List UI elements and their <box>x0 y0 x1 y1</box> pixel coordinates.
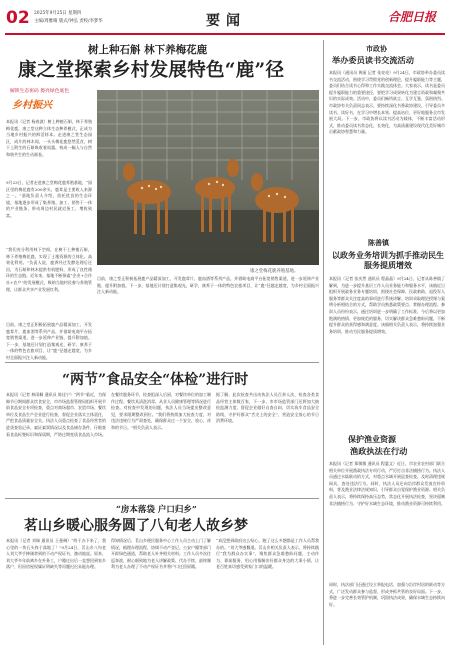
rt-body: 本报讯（通讯员 黄丽 记者 张亮亮）9月24日，市政协举办委员读书交流活动，围绕学习贯彻党的创新理论、提升履职能力等主题，委员们结合读书心得和工作实践交流体会。大家表示，读书是委员提升履职能力的重要途径，要把学习成果转化为建言资政和凝聚共识的实际成效。活动中，委员们畅所欲言、互学互鉴，氛围热烈。市政协有关负责同志表示，要持续深化书香政协建设，引导委员多读书、读好书，在学习中增长本领、提高站位，更好地服务全市发展大局。下一步，市政协将以读书活动为载体，不断丰富活动形式，推动委员读书常态化、长效化，为高质量建设现代化美好城市贡献政协智慧和力量。 <box>329 70 445 135</box>
rb-headline: 渔政执法在行动 <box>350 446 408 456</box>
rb-body: 本报讯（记者 郑敏敏 通讯员 程惠文）近日，市农业农村部门联合相关单位开展渔政执法专项行动，严厉打击非法捕捞行为。执法人员通过水陆联动的方式，对重点水域开展巡查检查，及时清理违规网具，查处违法行为。同时，执法人员还向沿岸群众发放宣传资料，普及渔业法律法规知识，引导群众自觉保护渔业资源。相关负责人表示，将持续保持高压态势，常态化开展执法检查，坚决遏制非法捕捞行为，守护好水域生态环境，推动渔业资源可持续利用。 <box>329 461 445 506</box>
food-col-3: 据了解，此次检查共出动执法人员百余人次，检查各类食品经营主体数百家，下一步，市市场监管部门还将加大抽检监测力度，督促企业做好自查自纠，切实筑牢食品安全防线，守护好群众“舌尖上的安全”，营造安全放心的节日消费环境。 <box>216 392 319 424</box>
section-separator-2 <box>5 498 319 499</box>
rb-kicker: 保护渔业资源 <box>348 434 396 444</box>
lead-para-4: 目前，康之堂正积极拓展鹿产品精深加工，开发鹿茸片、鹿血酒等系列产品，并借助电商平台拓宽销售渠道，进一步延伸产业链、提升附加值。下一步，基地还计划打造集观光、研学、康养于一体的特色农旅项目，让“鹿”径越走越宽，为乡村全面振兴注入新动能。 <box>6 322 92 360</box>
masthead <box>0 0 450 40</box>
lead-kicker: 树上种石斛 林下养梅花鹿 <box>88 44 208 56</box>
food-headline: “两节”食品安全“体检”进行时 <box>62 372 249 388</box>
rt-headline: 举办委员读书交流活动 <box>332 55 414 65</box>
rb-body-2: 同时，执法部门还通过设立举报电话、加强与沿岸村居的联动等方式，广泛发动群众参与监督，形成齐抓共管的良好局面。下一步，将进一步完善长效管护机制，巩固执法成果，确保水域生态持续向好。 <box>329 582 445 607</box>
photo-caption: 康之堂梅花鹿养殖基地。 <box>250 269 299 274</box>
rt-kicker: 市政协 <box>366 44 387 53</box>
elderly-col-2: 得知情况后，茗山乡便民服务中心工作人员主动上门了解情况，梳理办理流程，协调不动产登记、公安户籍等部门开辟绿色通道，帮助老人补齐相关材料。工作人员多次往返奔波，耐心细致地为老人讲解政策、代办手续，最终顺利为老人办理了不动产权证书并将户口迁回原籍。 <box>111 538 211 570</box>
lead-para-1: 本报讯（记者 杨春波）树上种植石斛，林下养殖梅花鹿，康之堂这种立体生态种养模式，正成为当地乡村振兴的鲜活样本。走进康之堂生态园区，成片的林木间，一头头梅花鹿悠然觅食，树干上附生的石斛吸收着雨露，构成一幅人与自然和谐共生的生动画卷。 <box>6 119 92 157</box>
rural-badge: 乡村振兴 <box>12 100 52 111</box>
food-col-1: 本报讯（记者 林雨桐 通讯员 陈佳宁）“两节”临近，为保障节日期间群众饮食安全，市市场监督管理局组织开展节前食品安全专项检查，重点对商场超市、农贸市场、餐饮单位及食品生产企业进行检查，督促企业落实主体责任，严把食品质量安全关。执法人员重点检查了食品经营者的进货查验记录、索证索票情况以及食品储存条件，仔细查看食品标签标识和保质期，严防过期变质食品流入市场。 <box>6 392 106 437</box>
elderly-col-3: “真没想到政府这么贴心，跑了这么多趟都是工作人员帮我办的。”刘大爷感慨道。茗山乡相关负责人表示，将持续践行“我为群众办实事”，聚焦群众急难愁盼问题，主动作为、靠前服务，用心用情解决好群众身边的大事小情，让老百姓真切感受到家门口的温暖。 <box>216 538 319 570</box>
lead-continue: 目前，康之堂正积极拓展鹿产品精深加工，开发鹿茸片、鹿血酒等系列产品，并借助电商平台拓宽销售渠道，进一步延伸产业链、提升附加值。下一步，基地还计划打造集观光、研学、康养于一体的特色农旅项目，让“鹿”径越走越宽，为乡村全面振兴注入新动能。 <box>97 276 319 295</box>
section-title: 要闻 <box>206 13 246 29</box>
header-rule <box>5 33 445 35</box>
editor-line: 主编/周雅晴 版式/钟弘 责校/李梦华 <box>34 19 103 24</box>
lead-headline: 康之堂探索乡村发展特色“鹿”径 <box>18 60 285 81</box>
tag-line: 解锁生态密码 擦亮绿色底色 <box>10 89 70 94</box>
brand-logo: 合肥日报 <box>388 10 437 24</box>
lead-para-2: 9月23日，记者走进康之堂梅花鹿养殖基地，“园区里的梅花鹿有200余头，鹿茸是主要收入来源之一。”基地负责人介绍，依托优良的生态环境，基地逐步形成了集养殖、加工、销售于一体的产业链条，带动周边村民就近务工、增收致富。 <box>6 180 92 218</box>
lead-para-3: “我们充分利用林下空间，在树干上种植石斛，林下养殖梅花鹿，实现了土地资源的立体化、高效化利用。”负责人说，鹿粪经过发酵处理后还田，为石斛和林木提供有机肥料，形成了良性循环的生态链。近年来，基地不断探索“企业+合作社+农户”的发展模式，吸纳当地村民参与养殖管理，让群众共享产业发展红利。 <box>6 247 92 292</box>
page-number: 02 <box>6 8 30 28</box>
rm-body: 本报讯（记者 张庆然 通讯员 程晶晶）9月24日，记者从陈善镇了解到，为进一步提升基层工作人员业务能力和服务水平，该镇近日组织开展政务业务专题培训，围绕社会保障、民政救助、退役军人服务等群众关注度高的事项进行系统讲解。培训采取理论授课与案例分析相结合的方式，帮助学员熟悉政策要点、掌握办理流程。参训人员纷纷表示，通过培训进一步明确了工作标准，今后将以更加饱满的热情、更加规范的服务，切实解决群众急难愁盼问题，不断提升群众的获得感和满意度。该镇相关负责人表示，将持续加强业务培训，推动为民服务提质增效。 <box>329 276 445 334</box>
elderly-headline: 茗山乡暖心服务圆了八旬老人故乡梦 <box>24 518 248 534</box>
elderly-kicker: “房本落袋 户口归乡” <box>116 505 197 515</box>
food-col-2: 在餐饮服务环节，检查组深入后厨，对餐饮单位的加工制作过程、餐饮具清洗消毒、从业人员健康管理等情况进行检查。对检查中发现的问题，执法人员当场提出整改意见，要求限期整改到位。“我们将持续加大检查力度，对违法违规行为严肃查处，确保群众过一个安全、放心、祥和的节日。”相关负责人表示。 <box>111 392 211 430</box>
rm-headline: 以政务业务培训为抓手推动民生服务提质增效 <box>332 250 444 270</box>
deer-photo <box>97 90 319 265</box>
column-divider <box>323 40 324 645</box>
elderly-col-1: 本报讯（记者 刘瑞 通讯员 王曼琳）“终于办下来了，我心里的一块石头终于落地了！”9月24日，茗山乡八旬老人刘大爷手捧刚拿到的不动产权证书，激动地说。原来，刘大爷多年前离乡在外务工，户籍迁出后一直想回到家乡落户，但因房屋权属证明缺失等问题迟迟未能办理。 <box>6 538 106 570</box>
deer-photo-graphic <box>97 90 319 265</box>
section-separator-1 <box>5 362 319 363</box>
date-line: 2025年9月25日 星期四 <box>34 11 82 16</box>
rm-kicker: 陈善镇 <box>368 238 389 247</box>
badge-box <box>6 87 91 115</box>
